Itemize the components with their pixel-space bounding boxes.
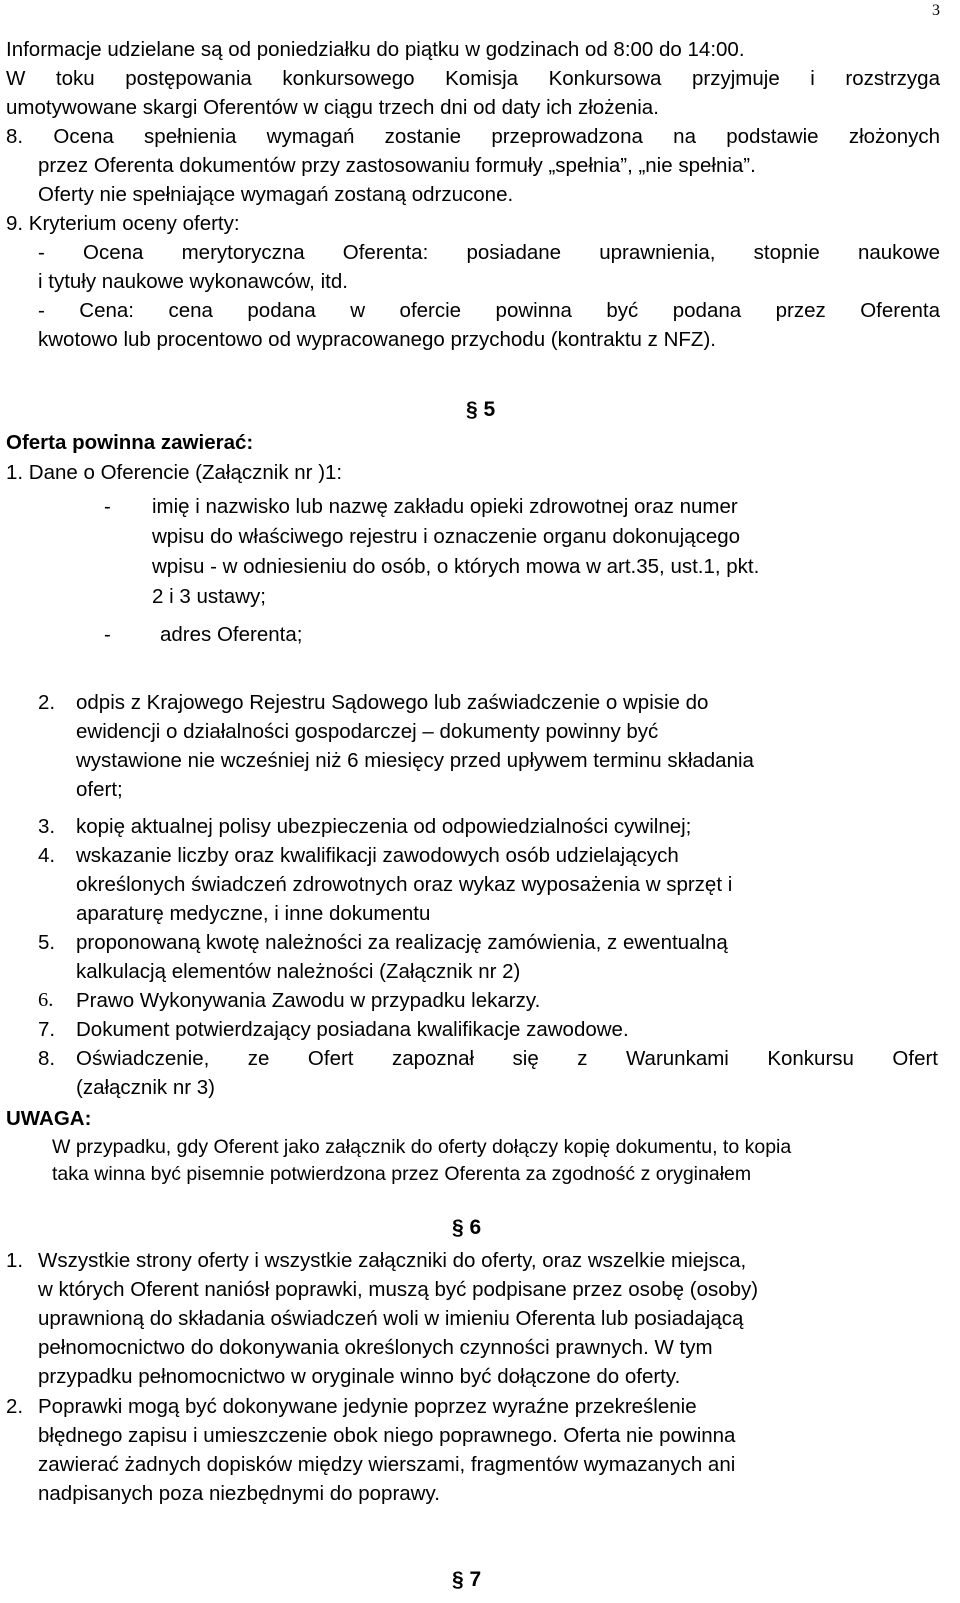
- section-heading: § 6: [452, 1216, 482, 1239]
- section-heading: § 7: [452, 1568, 482, 1591]
- text-line: adres Oferenta;: [160, 623, 303, 646]
- text-line: W toku postępowania konkursowego Komisja Konkursowa przyjmuje i rozstrzyga: [6, 67, 940, 90]
- list-number: 5.: [38, 931, 56, 954]
- list-item-line: wystawione nie wcześniej niż 6 miesięcy przed upływem terminu składania: [76, 749, 754, 772]
- section-heading: § 5: [466, 398, 496, 421]
- list-item-8-line: przez Oferenta dokumentów przy zastosowaniu formuły „spełnia”, „nie spełnia”.: [38, 154, 756, 177]
- list-number: 3.: [38, 815, 56, 838]
- list-item-line: Dokument potwierdzający posiadana kwalifikacje zawodowe.: [76, 1018, 629, 1041]
- text-line: 2 i 3 ustawy;: [152, 585, 266, 608]
- page-number: 3: [932, 2, 940, 19]
- dash-bullet: -: [104, 495, 111, 518]
- list-item-line: wskazanie liczby oraz kwalifikacji zawodowych osób udzielających: [76, 844, 679, 867]
- list-item-line: przypadku pełnomocnictwo w oryginale winno być dołączone do oferty.: [38, 1365, 681, 1388]
- warning-text: taka winna być pisemnie potwierdzona przez Oferenta za zgodność z oryginałem: [52, 1163, 752, 1185]
- list-item-line: w których Oferent naniósł poprawki, muszą być podpisane przez osobę (osoby): [38, 1278, 759, 1301]
- text-line: umotywowane skargi Oferentów w ciągu trzech dni od daty ich złożenia.: [6, 96, 659, 119]
- criteria-line: - Ocena merytoryczna Oferenta: posiadane uprawnienia, stopnie naukowe: [38, 241, 940, 264]
- criteria-line: kwotowo lub procentowo od wypracowanego przychodu (kontraktu z NFZ).: [38, 328, 716, 351]
- criteria-line: - Cena: cena podana w ofercie powinna być podana przez Oferenta: [38, 299, 940, 322]
- list-item-line: Poprawki mogą być dokonywane jedynie poprzez wyraźne przekreślenie: [38, 1395, 697, 1418]
- list-item-9-line: 9. Kryterium oceny oferty:: [6, 212, 240, 235]
- list-item-line: kalkulacją elementów należności (Załącznik nr 2): [76, 960, 521, 983]
- list-item-8-line: Oferty nie spełniające wymagań zostaną odrzucone.: [38, 183, 514, 206]
- list-number: 2.: [38, 691, 56, 714]
- warning-text: W przypadku, gdy Oferent jako załącznik do oferty dołączy kopię dokumentu, to kopia: [52, 1136, 792, 1158]
- list-item-line: określonych świadczeń zdrowotnych oraz wykaz wyposażenia w sprzęt i: [76, 873, 733, 896]
- section-title: Oferta powinna zawierać:: [6, 431, 254, 454]
- list-item-line: ofert;: [76, 778, 123, 801]
- list-number: 6.: [38, 989, 54, 1011]
- text-line: wpisu do właściwego rejestru i oznaczenie organu dokonującego: [152, 525, 741, 548]
- list-item-line: Wszystkie strony oferty i wszystkie załączniki do oferty, oraz wszelkie miejsca,: [38, 1249, 747, 1272]
- list-item-line: nadpisanych poza niezbędnymi do poprawy.: [38, 1482, 440, 1505]
- list-number: 7.: [38, 1018, 56, 1041]
- list-item-line: proponowaną kwotę należności za realizację zamówienia, z ewentualną: [76, 931, 728, 954]
- list-item-line: aparaturę medyczne, i inne dokumentu: [76, 902, 431, 925]
- list-number: 4.: [38, 844, 56, 867]
- list-item-line: uprawnioną do składania oświadczeń woli w imieniu Oferenta lub posiadającą: [38, 1307, 744, 1330]
- list-number: 2.: [6, 1395, 24, 1418]
- list-number: 8.: [38, 1047, 56, 1070]
- list-item-line: odpis z Krajowego Rejestru Sądowego lub zaświadczenie o wpisie do: [76, 691, 709, 714]
- list-item-line: Oświadczenie, ze Ofert zapoznał się z Warunkami Konkursu Ofert: [76, 1047, 938, 1070]
- list-item-line: pełnomocnictwo do dokonywania określonych czynności prawnych. W tym: [38, 1336, 713, 1359]
- list-item-line: (załącznik nr 3): [76, 1076, 215, 1099]
- list-number: 1.: [6, 1249, 24, 1272]
- list-item-line: ewidencji o działalności gospodarczej – dokumenty powinny być: [76, 720, 659, 743]
- warning-label: UWAGA:: [6, 1107, 92, 1130]
- list-item-line: kopię aktualnej polisy ubezpieczenia od odpowiedzialności cywilnej;: [76, 815, 692, 838]
- text-line: imię i nazwisko lub nazwę zakładu opieki zdrowotnej oraz numer: [152, 495, 738, 518]
- list-item-line: Prawo Wykonywania Zawodu w przypadku lekarzy.: [76, 989, 541, 1012]
- text-line: Informacje udzielane są od poniedziałku do piątku w godzinach od 8:00 do 14:00.: [6, 38, 745, 61]
- list-item: 1. Dane o Oferencie (Załącznik nr )1:: [6, 461, 343, 484]
- criteria-line: i tytuły naukowe wykonawców, itd.: [38, 270, 348, 293]
- text-line: wpisu - w odniesieniu do osób, o których mowa w art.35, ust.1, pkt.: [152, 555, 760, 578]
- list-item-line: zawierać żadnych dopisków między wierszami, fragmentów wymazanych ani: [38, 1453, 736, 1476]
- list-item-line: błędnego zapisu i umieszczenie obok niego poprawnego. Oferta nie powinna: [38, 1424, 736, 1447]
- dash-bullet: -: [104, 623, 111, 646]
- list-item-8-line: 8. Ocena spełnienia wymagań zostanie przeprowadzona na podstawie złożonych: [6, 125, 940, 148]
